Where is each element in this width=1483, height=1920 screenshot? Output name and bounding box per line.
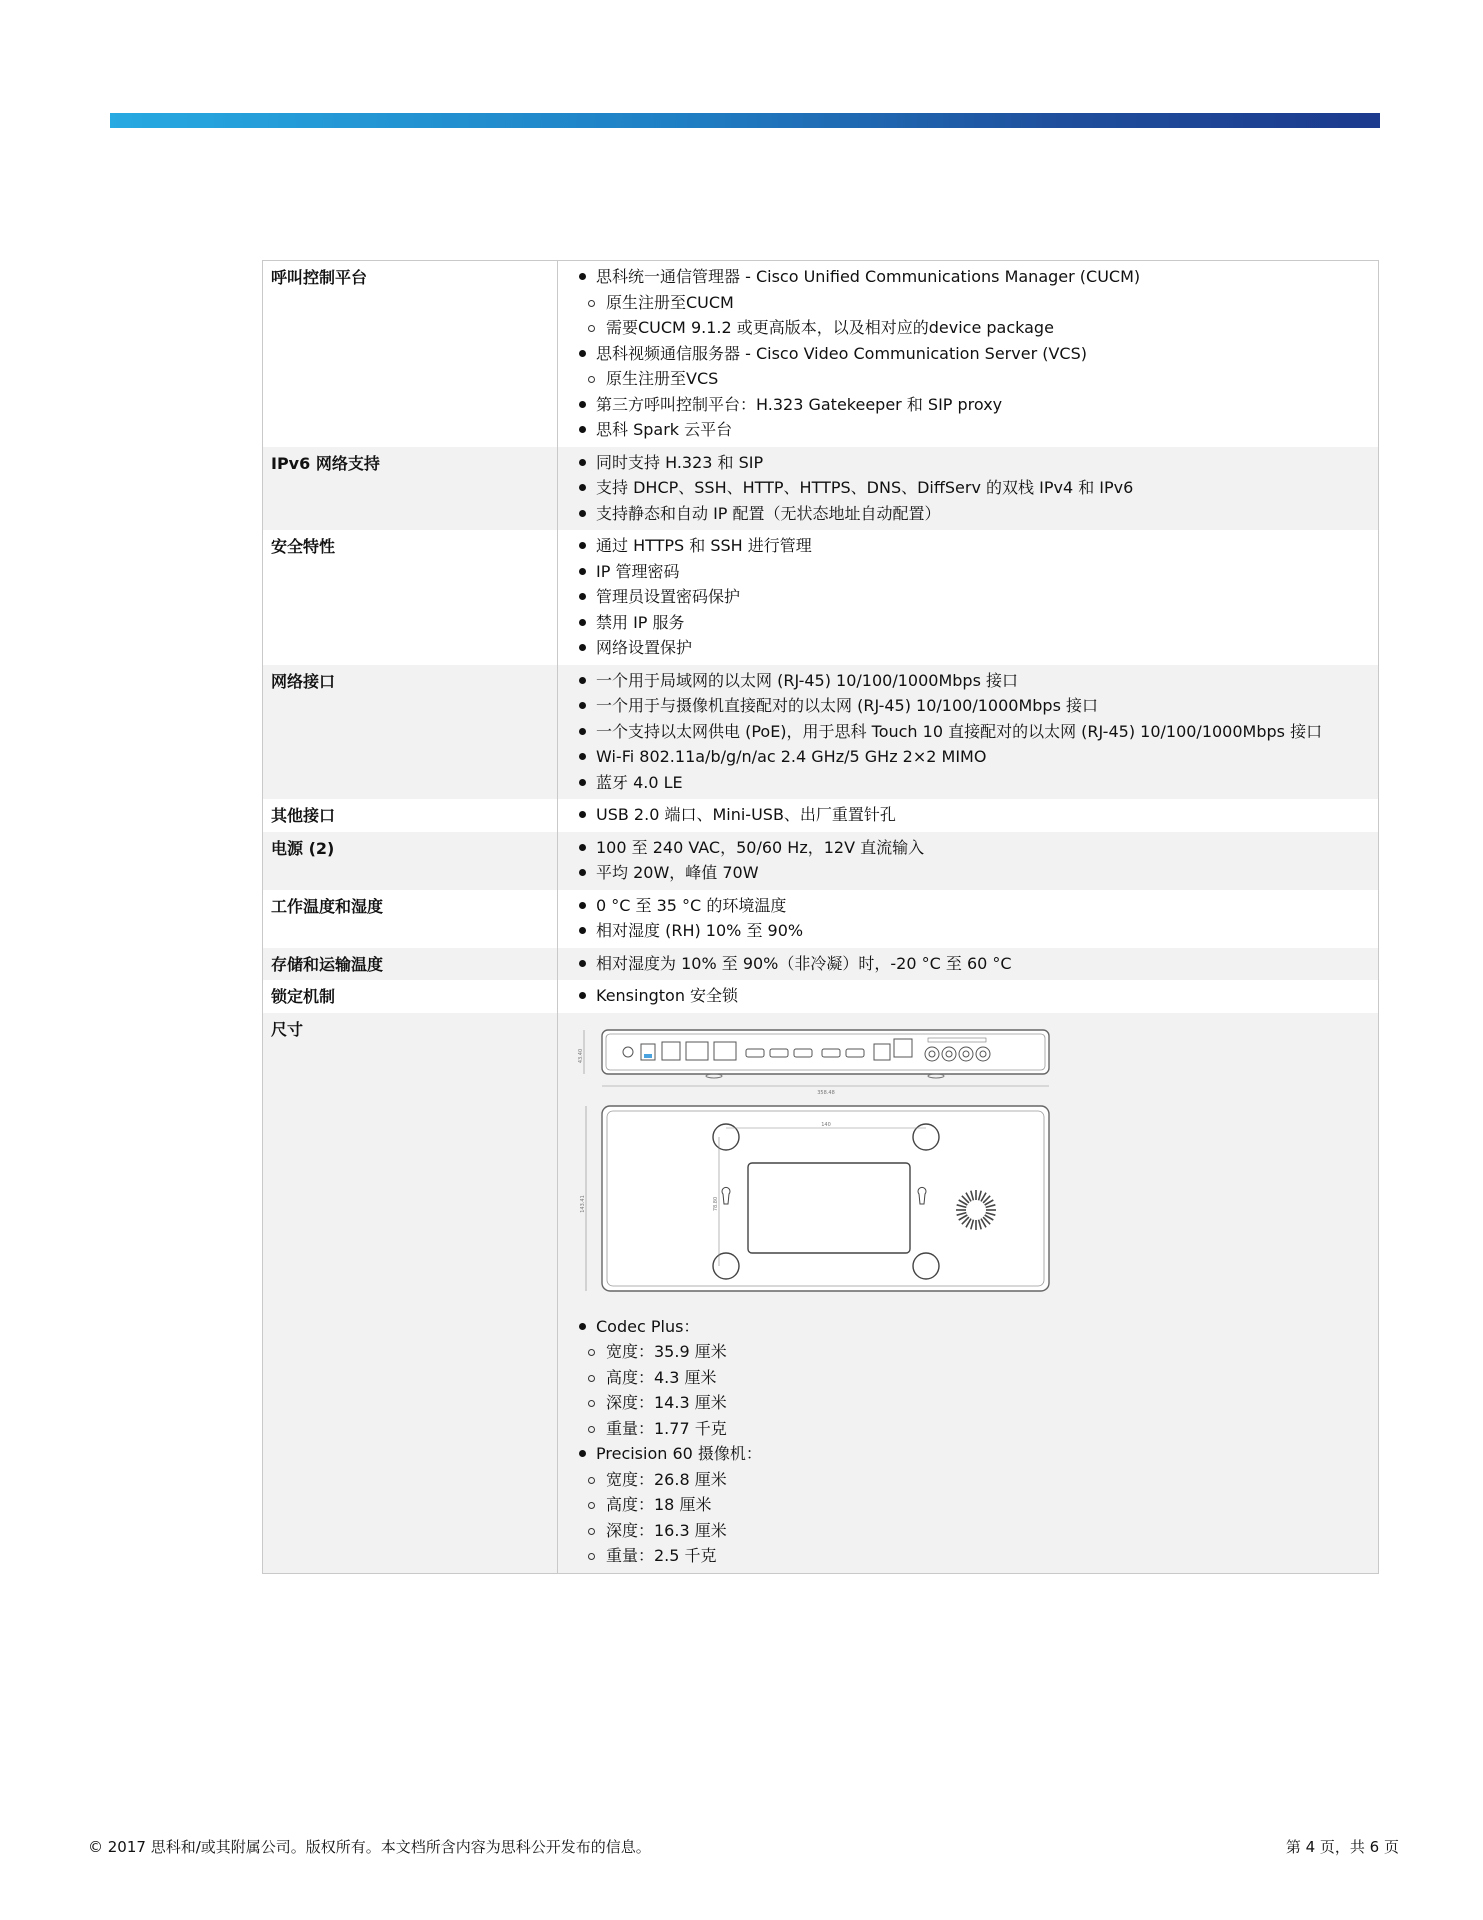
spec-row: [263, 980, 1379, 1013]
spec-list: [576, 983, 1378, 1009]
spec-list: [576, 533, 1378, 661]
spec-list-item: 一个用于与摄像机直接配对的以太网 (RJ-45) 10/100/1000Mbps 接口: [576, 693, 1378, 719]
spec-value: [558, 890, 1379, 948]
spec-list-item: 思科视频通信服务器 - Cisco Video Communication Server (VCS): [576, 341, 1378, 367]
spec-row: [263, 799, 1379, 832]
spec-label: 电源 (2): [263, 832, 558, 890]
spec-list-item: 重量：2.5 千克: [576, 1543, 1378, 1569]
spec-label: 安全特性: [263, 530, 558, 665]
spec-value: [558, 948, 1379, 981]
dim-height-label: 43.40: [578, 1048, 584, 1063]
spec-list-item: IP 管理密码: [576, 559, 1378, 585]
spec-list-item: 思科 Spark 云平台: [576, 417, 1378, 443]
spec-list-item: 宽度：35.9 厘米: [576, 1339, 1378, 1365]
spec-list-item: 深度：16.3 厘米: [576, 1518, 1378, 1544]
spec-list-item: 思科统一通信管理器 - Cisco Unified Communications Manager (CUCM): [576, 264, 1378, 290]
spec-value: [558, 799, 1379, 832]
spec-list-item: 支持 DHCP、SSH、HTTP、HTTPS、DNS、DiffServ 的双栈 IPv4 和 IPv6: [576, 475, 1378, 501]
spec-list-item: 一个用于局域网的以太网 (RJ-45) 10/100/1000Mbps 接口: [576, 668, 1378, 694]
spec-list: [576, 951, 1378, 977]
spec-label: 尺寸: [263, 1013, 558, 1574]
spec-label: 其他接口: [263, 799, 558, 832]
spec-label: 锁定机制: [263, 980, 558, 1013]
spec-label: 工作温度和湿度: [263, 890, 558, 948]
spec-row: [263, 832, 1379, 890]
footer-page-number: 第 4 页，共 6 页: [1285, 1838, 1399, 1856]
device-dimension-drawing: [576, 1024, 1066, 1304]
spec-list-item: 一个支持以太网供电 (PoE)，用于思科 Touch 10 直接配对的以太网 (RJ-45) 10/100/1000Mbps 接口: [576, 719, 1378, 745]
spec-list: [576, 1314, 1378, 1569]
spec-list-item: 相对湿度 (RH) 10% 至 90%: [576, 918, 1378, 944]
spec-list-item: 管理员设置密码保护: [576, 584, 1378, 610]
spec-row: [263, 890, 1379, 948]
spec-list: [576, 835, 1378, 886]
dim-width-label: 358.48: [817, 1089, 835, 1096]
spec-row: [263, 665, 1379, 800]
spec-list-item: USB 2.0 端口、Mini-USB、出厂重置针孔: [576, 802, 1378, 828]
spec-value: [558, 665, 1379, 800]
spec-row: [263, 948, 1379, 981]
spec-label: 呼叫控制平台: [263, 261, 558, 447]
spec-list-item: 第三方呼叫控制平台：H.323 Gatekeeper 和 SIP proxy: [576, 392, 1378, 418]
top-view: [580, 1106, 1049, 1291]
front-view: [578, 1030, 1049, 1096]
spec-list-item: 禁用 IP 服务: [576, 610, 1378, 636]
spec-row: [263, 1013, 1379, 1574]
spec-row: [263, 530, 1379, 665]
spec-row: [263, 447, 1379, 531]
spec-value: [558, 261, 1379, 447]
spec-list-item: 深度：14.3 厘米: [576, 1390, 1378, 1416]
spec-list-item: 原生注册至CUCM: [576, 290, 1378, 316]
spec-list-item: 支持静态和自动 IP 配置（无状态地址自动配置）: [576, 501, 1378, 527]
spec-value: [558, 1013, 1379, 1574]
spec-list-item: Codec Plus：: [576, 1314, 1378, 1340]
spec-list-item: 高度：18 厘米: [576, 1492, 1378, 1518]
spec-value: [558, 447, 1379, 531]
spec-list-item: 同时支持 H.323 和 SIP: [576, 450, 1378, 476]
dim-inner-width-label: 140: [821, 1121, 831, 1128]
spec-list-item: 高度：4.3 厘米: [576, 1365, 1378, 1391]
spec-list-item: Kensington 安全锁: [576, 983, 1378, 1009]
spec-list-item: 网络设置保护: [576, 635, 1378, 661]
spec-row: [263, 261, 1379, 447]
header-gradient-bar: [110, 113, 1380, 128]
spec-list-item: 通过 HTTPS 和 SSH 进行管理: [576, 533, 1378, 559]
spec-list-item: Wi-Fi 802.11a/b/g/n/ac 2.4 GHz/5 GHz 2×2 MIMO: [576, 744, 1378, 770]
spec-list-item: 需要CUCM 9.1.2 或更高版本，以及相对应的device package: [576, 315, 1378, 341]
spec-label: 存储和运输温度: [263, 948, 558, 981]
dim-depth-label: 143.41: [580, 1194, 586, 1213]
spec-list: [576, 802, 1378, 828]
spec-value: [558, 980, 1379, 1013]
spec-list-item: 宽度：26.8 厘米: [576, 1467, 1378, 1493]
spec-label: IPv6 网络支持: [263, 447, 558, 531]
spec-list-item: 重量：1.77 千克: [576, 1416, 1378, 1442]
spec-value: [558, 832, 1379, 890]
dim-inner-height-label: 78.80: [713, 1196, 719, 1211]
spec-list-item: 0 °C 至 35 °C 的环境温度: [576, 893, 1378, 919]
spec-value: [558, 530, 1379, 665]
spec-list: [576, 668, 1378, 796]
spec-list-item: 原生注册至VCS: [576, 366, 1378, 392]
spec-list-item: 平均 20W，峰值 70W: [576, 860, 1378, 886]
spec-table: [262, 260, 1379, 1574]
spec-list-item: 100 至 240 VAC，50/60 Hz，12V 直流输入: [576, 835, 1378, 861]
footer-copyright: © 2017 思科和/或其附属公司。版权所有。本文档所含内容为思科公开发布的信息。: [88, 1838, 651, 1856]
spec-list: [576, 893, 1378, 944]
spec-label: 网络接口: [263, 665, 558, 800]
spec-list-item: Precision 60 摄像机：: [576, 1441, 1378, 1467]
spec-list-item: 蓝牙 4.0 LE: [576, 770, 1378, 796]
spec-list: [576, 450, 1378, 527]
spec-list: [576, 264, 1378, 443]
spec-list-item: 相对湿度为 10% 至 90%（非冷凝）时，-20 °C 至 60 °C: [576, 951, 1378, 977]
